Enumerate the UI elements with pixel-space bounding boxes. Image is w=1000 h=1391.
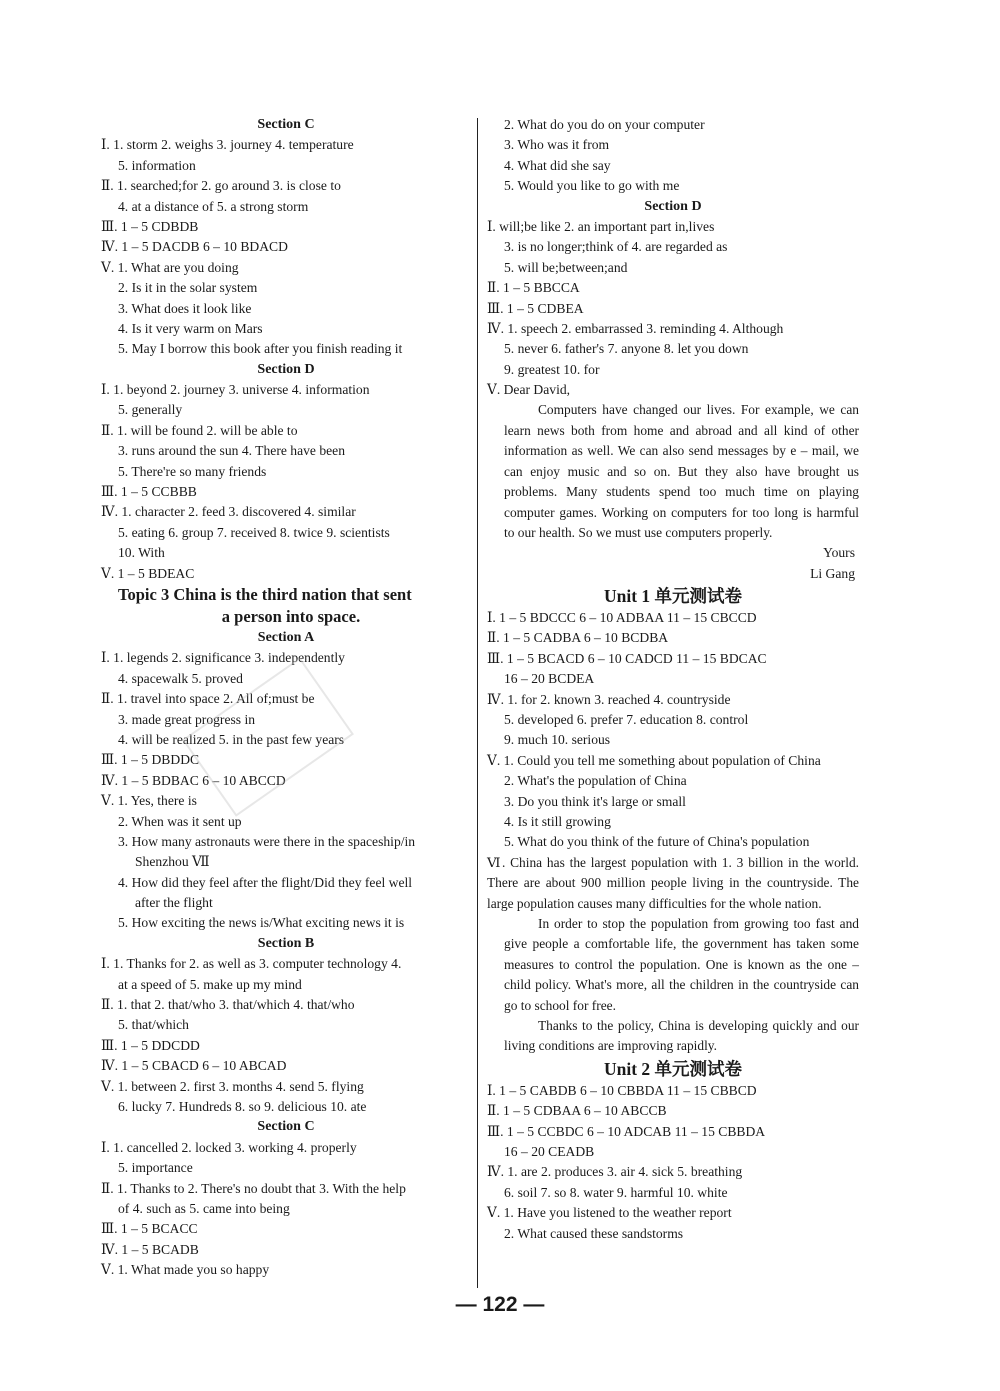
answer-line: Ⅳ. 1 – 5 CBACD 6 – 10 ABCAD — [101, 1058, 287, 1074]
answer-line: 3. How many astronauts were there in the spaceship/in — [118, 833, 416, 849]
answer-line: of 4. such as 5. came into being — [118, 1200, 290, 1216]
answer-line: 5. Would you like to go with me — [504, 178, 680, 194]
answer-line: Ⅱ. 1. travel into space 2. All of;must be — [101, 691, 315, 707]
answer-line: 5. How exciting the news is/What exciting news it is — [118, 915, 405, 931]
answer-line: 5. May I borrow this book after you finish reading it — [118, 341, 403, 357]
answer-line: Ⅱ. 1 – 5 CDBAA 6 – 10 ABCCB — [487, 1103, 667, 1119]
signature-line: Li Gang — [810, 565, 855, 581]
answer-line: Ⅲ. 1 – 5 CDBEA — [487, 300, 584, 316]
answer-line: 5. developed 6. prefer 7. education 8. control — [504, 712, 749, 728]
answer-line: Ⅲ. 1 – 5 CCBBB — [101, 484, 197, 500]
answer-line: 5. will be;between;and — [504, 259, 628, 275]
answer-line: 3. Do you think it's large or small — [504, 793, 686, 809]
answer-line: Ⅲ. 1 – 5 BCACD 6 – 10 CADCD 11 – 15 BDCAC — [487, 650, 767, 666]
answer-line: 6. lucky 7. Hundreds 8. so 9. delicious 10. ate — [118, 1098, 367, 1114]
answer-line: 16 – 20 BCDEA — [504, 671, 595, 687]
answer-line: 4. will be realized 5. in the past few years — [118, 731, 345, 747]
answer-line: Ⅳ. 1 – 5 DACDB 6 – 10 BDACD — [101, 239, 288, 255]
signature-line: Yours — [823, 545, 855, 561]
answer-line: 2. What caused these sandstorms — [504, 1225, 684, 1241]
answer-line: 10. With — [118, 545, 165, 561]
answer-line: Ⅳ. 1. are 2. produces 3. air 4. sick 5. breathing — [487, 1164, 743, 1180]
answer-line: 3. What does it look like — [118, 300, 252, 316]
left-column — [101, 115, 471, 1280]
answer-line: 2. What do you do on your computer — [504, 117, 705, 132]
answer-line: 3. Who was it from — [504, 137, 610, 153]
answer-line: Ⅲ. 1 – 5 DDCDD — [101, 1037, 200, 1053]
answer-line: 9. much 10. serious — [504, 732, 611, 748]
paragraph-text: China has the largest population with 1. 3 billion in the world. There are about 900 million people living in the countryside. The large population causes many difficulties for the whole nation. — [487, 854, 859, 911]
answer-line: Ⅰ. 1. Thanks for 2. as well as 3. computer technology 4. — [101, 956, 402, 972]
answer-line: Ⅴ. 1. between 2. first 3. months 4. send 5. flying — [101, 1078, 364, 1094]
answer-line: Ⅳ. 1 – 5 BCADB — [101, 1241, 199, 1257]
answer-line: 2. When was it sent up — [118, 813, 242, 829]
answer-line: 5. eating 6. group 7. received 8. twice 9. scientists — [118, 524, 390, 540]
page-number: — 122 — — [455, 1293, 545, 1316]
roman-numeral-prefix: Ⅵ. — [487, 854, 511, 870]
topic-title: a person into space. — [221, 606, 361, 626]
answer-line: at a speed of 5. make up my mind — [118, 976, 302, 992]
answer-line: Ⅴ. 1 – 5 BDEAC — [101, 565, 195, 581]
answer-line: Ⅱ. 1. will be found 2. will be able to — [101, 422, 298, 438]
section-heading: Section C — [257, 1119, 315, 1135]
answer-line: Ⅲ. 1 – 5 DBDDC — [101, 752, 200, 768]
answer-line: Ⅳ. 1. character 2. feed 3. discovered 4. similar — [101, 504, 356, 520]
section-heading: Section C — [257, 117, 315, 132]
answer-line: 5. importance — [118, 1160, 193, 1176]
paragraph: Thanks to the policy, China is developing quickly and our living conditions are improving rapidly. — [504, 1018, 859, 1054]
answer-line: 5. What do you think of the future of China's population — [504, 834, 810, 850]
right-column — [487, 115, 859, 1244]
answer-line: 2. Is it in the solar system — [118, 280, 258, 296]
topic-title: Topic 3 China is the third nation that sent — [118, 584, 412, 604]
answer-line: Ⅱ. 1. searched;for 2. go around 3. is close to — [101, 178, 341, 194]
answer-line: 9. greatest 10. for — [504, 361, 600, 377]
section-heading: Section D — [644, 198, 702, 214]
answer-line: 5. that/which — [118, 1017, 189, 1033]
answer-line: Shenzhou Ⅶ — [135, 854, 210, 870]
paragraph: In order to stop the population from growing too fast and give people a comfortable life, the government has taken some measures to control the population. One is known as the one – child policy. What's more, all the children in the countryside can go to school for free. — [504, 916, 859, 1013]
answer-line: 5. information — [118, 157, 196, 173]
answer-line: 4. at a distance of 5. a strong storm — [118, 198, 309, 214]
answer-line: 5. There're so many friends — [118, 463, 267, 479]
answer-line: 2. What's the population of China — [504, 773, 687, 789]
answer-line: Ⅱ. 1. Thanks to 2. There's no doubt that 3. With the help — [101, 1180, 406, 1196]
answer-line: Ⅲ. 1 – 5 CCBDC 6 – 10 ADCAB 11 – 15 CBBDA — [487, 1123, 766, 1139]
answer-line: 5. generally — [118, 402, 183, 418]
answer-line: Ⅴ. 1. Yes, there is — [101, 793, 197, 809]
answer-line: Ⅴ. 1. What made you so happy — [101, 1262, 270, 1278]
answer-line: Ⅳ. 1 – 5 BDBAC 6 – 10 ABCCD — [101, 772, 286, 788]
column-divider — [477, 118, 478, 1288]
answer-line: Ⅱ. 1 – 5 CADBA 6 – 10 BCDBA — [487, 630, 669, 646]
answer-line: 4. spacewalk 5. proved — [118, 670, 243, 686]
unit-title: Unit 2 单元测试卷 — [603, 1058, 743, 1079]
paragraph — [487, 853, 859, 914]
paragraph: Computers have changed our lives. For example, we can learn news both from home and abroad and all kind of other information as well. We can also send messages by e – mail, we can enjoy music and so on. But they also have brought us problems. Many students spend too much time on playing computer games. Working on computers for too long is harmful to our health. So we must use computers properly. — [504, 402, 859, 540]
answer-line: 3. is no longer;think of 4. are regarded as — [504, 239, 728, 255]
answer-line: Ⅰ. 1. beyond 2. journey 3. universe 4. information — [101, 382, 370, 398]
answer-line: Ⅴ. 1. Have you listened to the weather report — [487, 1205, 732, 1221]
answer-line: Ⅰ. 1. legends 2. significance 3. independently — [101, 650, 345, 666]
answer-line: 3. runs around the sun 4. There have been — [118, 443, 345, 459]
answer-line: 6. soil 7. so 8. water 9. harmful 10. white — [504, 1184, 728, 1200]
answer-line: 16 – 20 CEADB — [504, 1144, 595, 1160]
answer-line: Ⅲ. 1 – 5 CDBDB — [101, 218, 199, 234]
answer-line: 4. Is it still growing — [504, 814, 611, 829]
section-heading: Section D — [257, 361, 315, 377]
answer-line: Ⅲ. 1 – 5 BCACC — [101, 1221, 198, 1237]
answer-line: Ⅳ. 1. for 2. known 3. reached 4. countryside — [487, 691, 731, 707]
unit-title: Unit 1 单元测试卷 — [603, 586, 743, 607]
section-heading: Section A — [257, 629, 315, 645]
answer-line: Ⅴ. 1. What are you doing — [101, 259, 239, 275]
answer-line: 5. never 6. father's 7. anyone 8. let you down — [504, 341, 749, 357]
answer-line: Ⅱ. 1 – 5 BBCCA — [487, 280, 580, 296]
answer-line: Ⅱ. 1. that 2. that/who 3. that/which 4. that/who — [101, 997, 355, 1013]
answer-line: Ⅳ. 1. speech 2. embarrassed 3. reminding 4. Although — [487, 320, 784, 336]
section-heading: Section B — [257, 935, 315, 951]
answer-line: Ⅰ. will;be like 2. an important part in,lives — [487, 218, 715, 234]
answer-line: 3. made great progress in — [118, 711, 256, 727]
answer-line: Ⅴ. Dear David, — [487, 382, 571, 398]
answer-line: Ⅴ. 1. Could you tell me something about population of China — [487, 752, 821, 768]
answer-line: after the flight — [135, 895, 213, 911]
answer-line: Ⅰ. 1. storm 2. weighs 3. journey 4. temperature — [101, 137, 354, 153]
answer-line: 4. How did they feel after the flight/Did they feel well — [118, 874, 413, 890]
answer-line: 4. What did she say — [504, 157, 611, 173]
answer-line: Ⅰ. 1 – 5 CABDB 6 – 10 CBBDA 11 – 15 CBBCD — [487, 1082, 757, 1098]
answer-line: Ⅰ. 1. cancelled 2. locked 3. working 4. properly — [101, 1139, 357, 1155]
answer-line: Ⅰ. 1 – 5 BDCCC 6 – 10 ADBAA 11 – 15 CBCCD — [487, 610, 757, 626]
answer-line: 4. Is it very warm on Mars — [118, 320, 263, 336]
